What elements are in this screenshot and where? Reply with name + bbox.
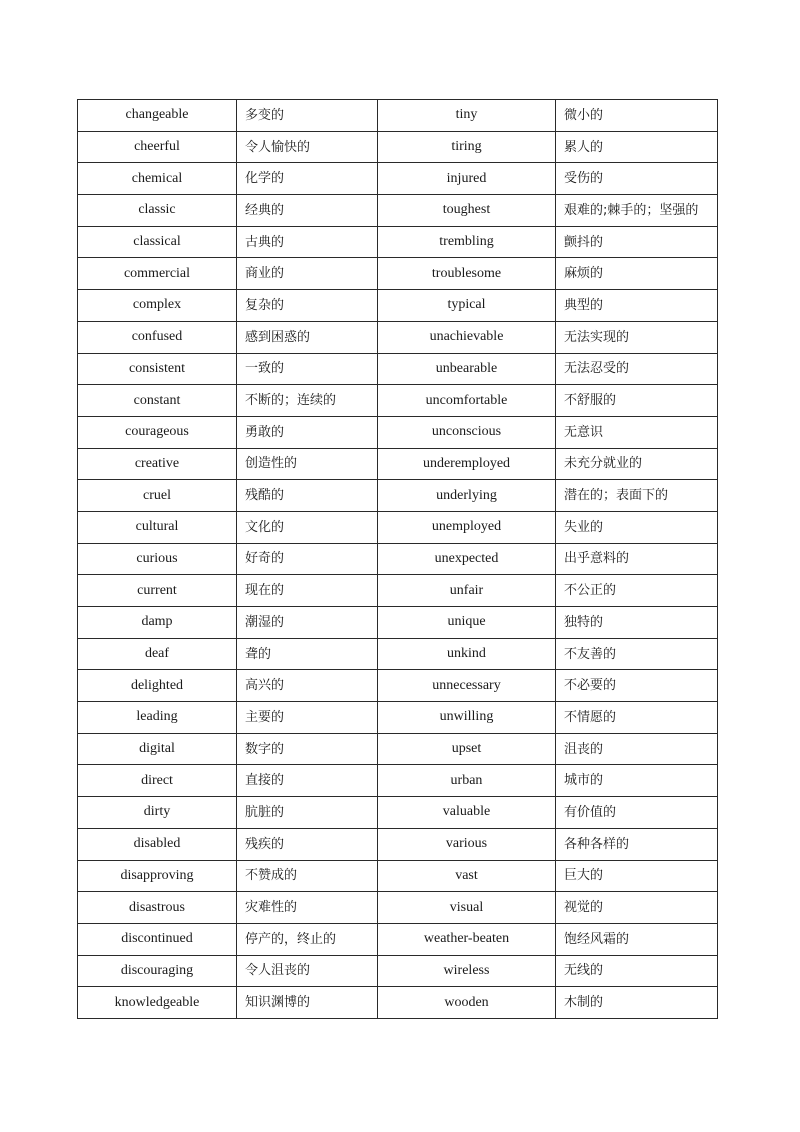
english-word-left: knowledgeable — [78, 987, 237, 1019]
english-word-right: weather-beaten — [378, 923, 556, 955]
chinese-meaning-right: 沮丧的 — [556, 733, 718, 765]
chinese-meaning-right: 视觉的 — [556, 892, 718, 924]
table-row — [78, 416, 718, 448]
table-row — [78, 670, 718, 702]
table-row — [78, 828, 718, 860]
english-word-right: upset — [378, 733, 556, 765]
table-row — [78, 733, 718, 765]
english-word-left: constant — [78, 385, 237, 417]
english-word-left: courageous — [78, 416, 237, 448]
english-word-right: tiring — [378, 131, 556, 163]
chinese-meaning-left: 灾难性的 — [237, 892, 378, 924]
chinese-meaning-left: 肮脏的 — [237, 797, 378, 829]
table-row — [78, 195, 718, 227]
english-word-right: troublesome — [378, 258, 556, 290]
chinese-meaning-left: 文化的 — [237, 511, 378, 543]
table-row — [78, 575, 718, 607]
english-word-right: underlying — [378, 480, 556, 512]
english-word-left: discontinued — [78, 923, 237, 955]
english-word-left: cultural — [78, 511, 237, 543]
english-word-right: underemployed — [378, 448, 556, 480]
english-word-left: curious — [78, 543, 237, 575]
english-word-left: consistent — [78, 353, 237, 385]
english-word-right: unconscious — [378, 416, 556, 448]
english-word-left: cheerful — [78, 131, 237, 163]
table-row — [78, 702, 718, 734]
chinese-meaning-left: 好奇的 — [237, 543, 378, 575]
english-word-right: unbearable — [378, 353, 556, 385]
chinese-meaning-right: 不情愿的 — [556, 702, 718, 734]
english-word-left: disabled — [78, 828, 237, 860]
chinese-meaning-right: 出乎意料的 — [556, 543, 718, 575]
english-word-left: disapproving — [78, 860, 237, 892]
chinese-meaning-left: 直接的 — [237, 765, 378, 797]
english-word-right: unachievable — [378, 321, 556, 353]
english-word-right: toughest — [378, 195, 556, 227]
chinese-meaning-left: 经典的 — [237, 195, 378, 227]
chinese-meaning-left: 感到困惑的 — [237, 321, 378, 353]
english-word-left: dirty — [78, 797, 237, 829]
english-word-left: confused — [78, 321, 237, 353]
chinese-meaning-left: 数字的 — [237, 733, 378, 765]
chinese-meaning-right: 未充分就业的 — [556, 448, 718, 480]
table-row — [78, 797, 718, 829]
chinese-meaning-right: 不必要的 — [556, 670, 718, 702]
chinese-meaning-left: 知识渊博的 — [237, 987, 378, 1019]
english-word-right: injured — [378, 163, 556, 195]
english-word-right: wooden — [378, 987, 556, 1019]
chinese-meaning-left: 不赞成的 — [237, 860, 378, 892]
chinese-meaning-left: 多变的 — [237, 100, 378, 132]
table-row — [78, 480, 718, 512]
english-word-left: delighted — [78, 670, 237, 702]
chinese-meaning-left: 聋的 — [237, 638, 378, 670]
chinese-meaning-left: 不断的；连续的 — [237, 385, 378, 417]
chinese-meaning-left: 主要的 — [237, 702, 378, 734]
english-word-left: cruel — [78, 480, 237, 512]
chinese-meaning-left: 潮湿的 — [237, 607, 378, 639]
chinese-meaning-right: 城市的 — [556, 765, 718, 797]
english-word-right: unwilling — [378, 702, 556, 734]
chinese-meaning-right: 不舒服的 — [556, 385, 718, 417]
chinese-meaning-left: 令人愉快的 — [237, 131, 378, 163]
chinese-meaning-left: 复杂的 — [237, 290, 378, 322]
english-word-right: trembling — [378, 226, 556, 258]
english-word-left: complex — [78, 290, 237, 322]
chinese-meaning-right: 不公正的 — [556, 575, 718, 607]
chinese-meaning-left: 高兴的 — [237, 670, 378, 702]
table-row — [78, 923, 718, 955]
english-word-right: unkind — [378, 638, 556, 670]
chinese-meaning-left: 残疾的 — [237, 828, 378, 860]
chinese-meaning-left: 现在的 — [237, 575, 378, 607]
table-row — [78, 765, 718, 797]
chinese-meaning-right: 受伤的 — [556, 163, 718, 195]
english-word-left: chemical — [78, 163, 237, 195]
table-row — [78, 353, 718, 385]
chinese-meaning-right: 无法实现的 — [556, 321, 718, 353]
chinese-meaning-left: 古典的 — [237, 226, 378, 258]
chinese-meaning-right: 不友善的 — [556, 638, 718, 670]
english-word-right: wireless — [378, 955, 556, 987]
english-word-right: unfair — [378, 575, 556, 607]
english-word-right: unique — [378, 607, 556, 639]
chinese-meaning-right: 麻烦的 — [556, 258, 718, 290]
english-word-right: uncomfortable — [378, 385, 556, 417]
table-row — [78, 385, 718, 417]
table-row — [78, 511, 718, 543]
english-word-left: direct — [78, 765, 237, 797]
chinese-meaning-left: 残酷的 — [237, 480, 378, 512]
table-row — [78, 955, 718, 987]
english-word-left: damp — [78, 607, 237, 639]
english-word-left: creative — [78, 448, 237, 480]
vocabulary-table — [77, 99, 718, 1019]
chinese-meaning-right: 典型的 — [556, 290, 718, 322]
english-word-left: classical — [78, 226, 237, 258]
english-word-left: leading — [78, 702, 237, 734]
english-word-right: tiny — [378, 100, 556, 132]
chinese-meaning-right: 巨大的 — [556, 860, 718, 892]
english-word-left: discouraging — [78, 955, 237, 987]
table-row — [78, 607, 718, 639]
chinese-meaning-left: 化学的 — [237, 163, 378, 195]
english-word-right: visual — [378, 892, 556, 924]
english-word-left: current — [78, 575, 237, 607]
chinese-meaning-left: 令人沮丧的 — [237, 955, 378, 987]
chinese-meaning-right: 颤抖的 — [556, 226, 718, 258]
table-row — [78, 638, 718, 670]
chinese-meaning-right: 木制的 — [556, 987, 718, 1019]
table-row — [78, 321, 718, 353]
chinese-meaning-left: 商业的 — [237, 258, 378, 290]
english-word-right: unexpected — [378, 543, 556, 575]
chinese-meaning-right: 独特的 — [556, 607, 718, 639]
chinese-meaning-right: 累人的 — [556, 131, 718, 163]
english-word-left: digital — [78, 733, 237, 765]
chinese-meaning-right: 无法忍受的 — [556, 353, 718, 385]
english-word-right: urban — [378, 765, 556, 797]
chinese-meaning-right: 艰难的;棘手的；坚强的 — [556, 195, 718, 227]
english-word-left: changeable — [78, 100, 237, 132]
vocabulary-table-body — [78, 100, 718, 1019]
chinese-meaning-left: 一致的 — [237, 353, 378, 385]
chinese-meaning-right: 失业的 — [556, 511, 718, 543]
chinese-meaning-right: 无线的 — [556, 955, 718, 987]
table-row — [78, 226, 718, 258]
chinese-meaning-right: 无意识 — [556, 416, 718, 448]
table-row — [78, 290, 718, 322]
english-word-right: typical — [378, 290, 556, 322]
chinese-meaning-right: 饱经风霜的 — [556, 923, 718, 955]
table-row — [78, 131, 718, 163]
table-row — [78, 987, 718, 1019]
table-row — [78, 258, 718, 290]
english-word-right: various — [378, 828, 556, 860]
english-word-left: classic — [78, 195, 237, 227]
english-word-left: deaf — [78, 638, 237, 670]
chinese-meaning-left: 创造性的 — [237, 448, 378, 480]
table-row — [78, 448, 718, 480]
table-row — [78, 543, 718, 575]
table-row — [78, 892, 718, 924]
english-word-right: valuable — [378, 797, 556, 829]
table-row — [78, 163, 718, 195]
english-word-right: unnecessary — [378, 670, 556, 702]
chinese-meaning-right: 各种各样的 — [556, 828, 718, 860]
table-row — [78, 860, 718, 892]
chinese-meaning-left: 停产的，终止的 — [237, 923, 378, 955]
english-word-right: unemployed — [378, 511, 556, 543]
chinese-meaning-left: 勇敢的 — [237, 416, 378, 448]
chinese-meaning-right: 潜在的；表面下的 — [556, 480, 718, 512]
table-row — [78, 100, 718, 132]
chinese-meaning-right: 有价值的 — [556, 797, 718, 829]
english-word-right: vast — [378, 860, 556, 892]
chinese-meaning-right: 微小的 — [556, 100, 718, 132]
english-word-left: disastrous — [78, 892, 237, 924]
english-word-left: commercial — [78, 258, 237, 290]
